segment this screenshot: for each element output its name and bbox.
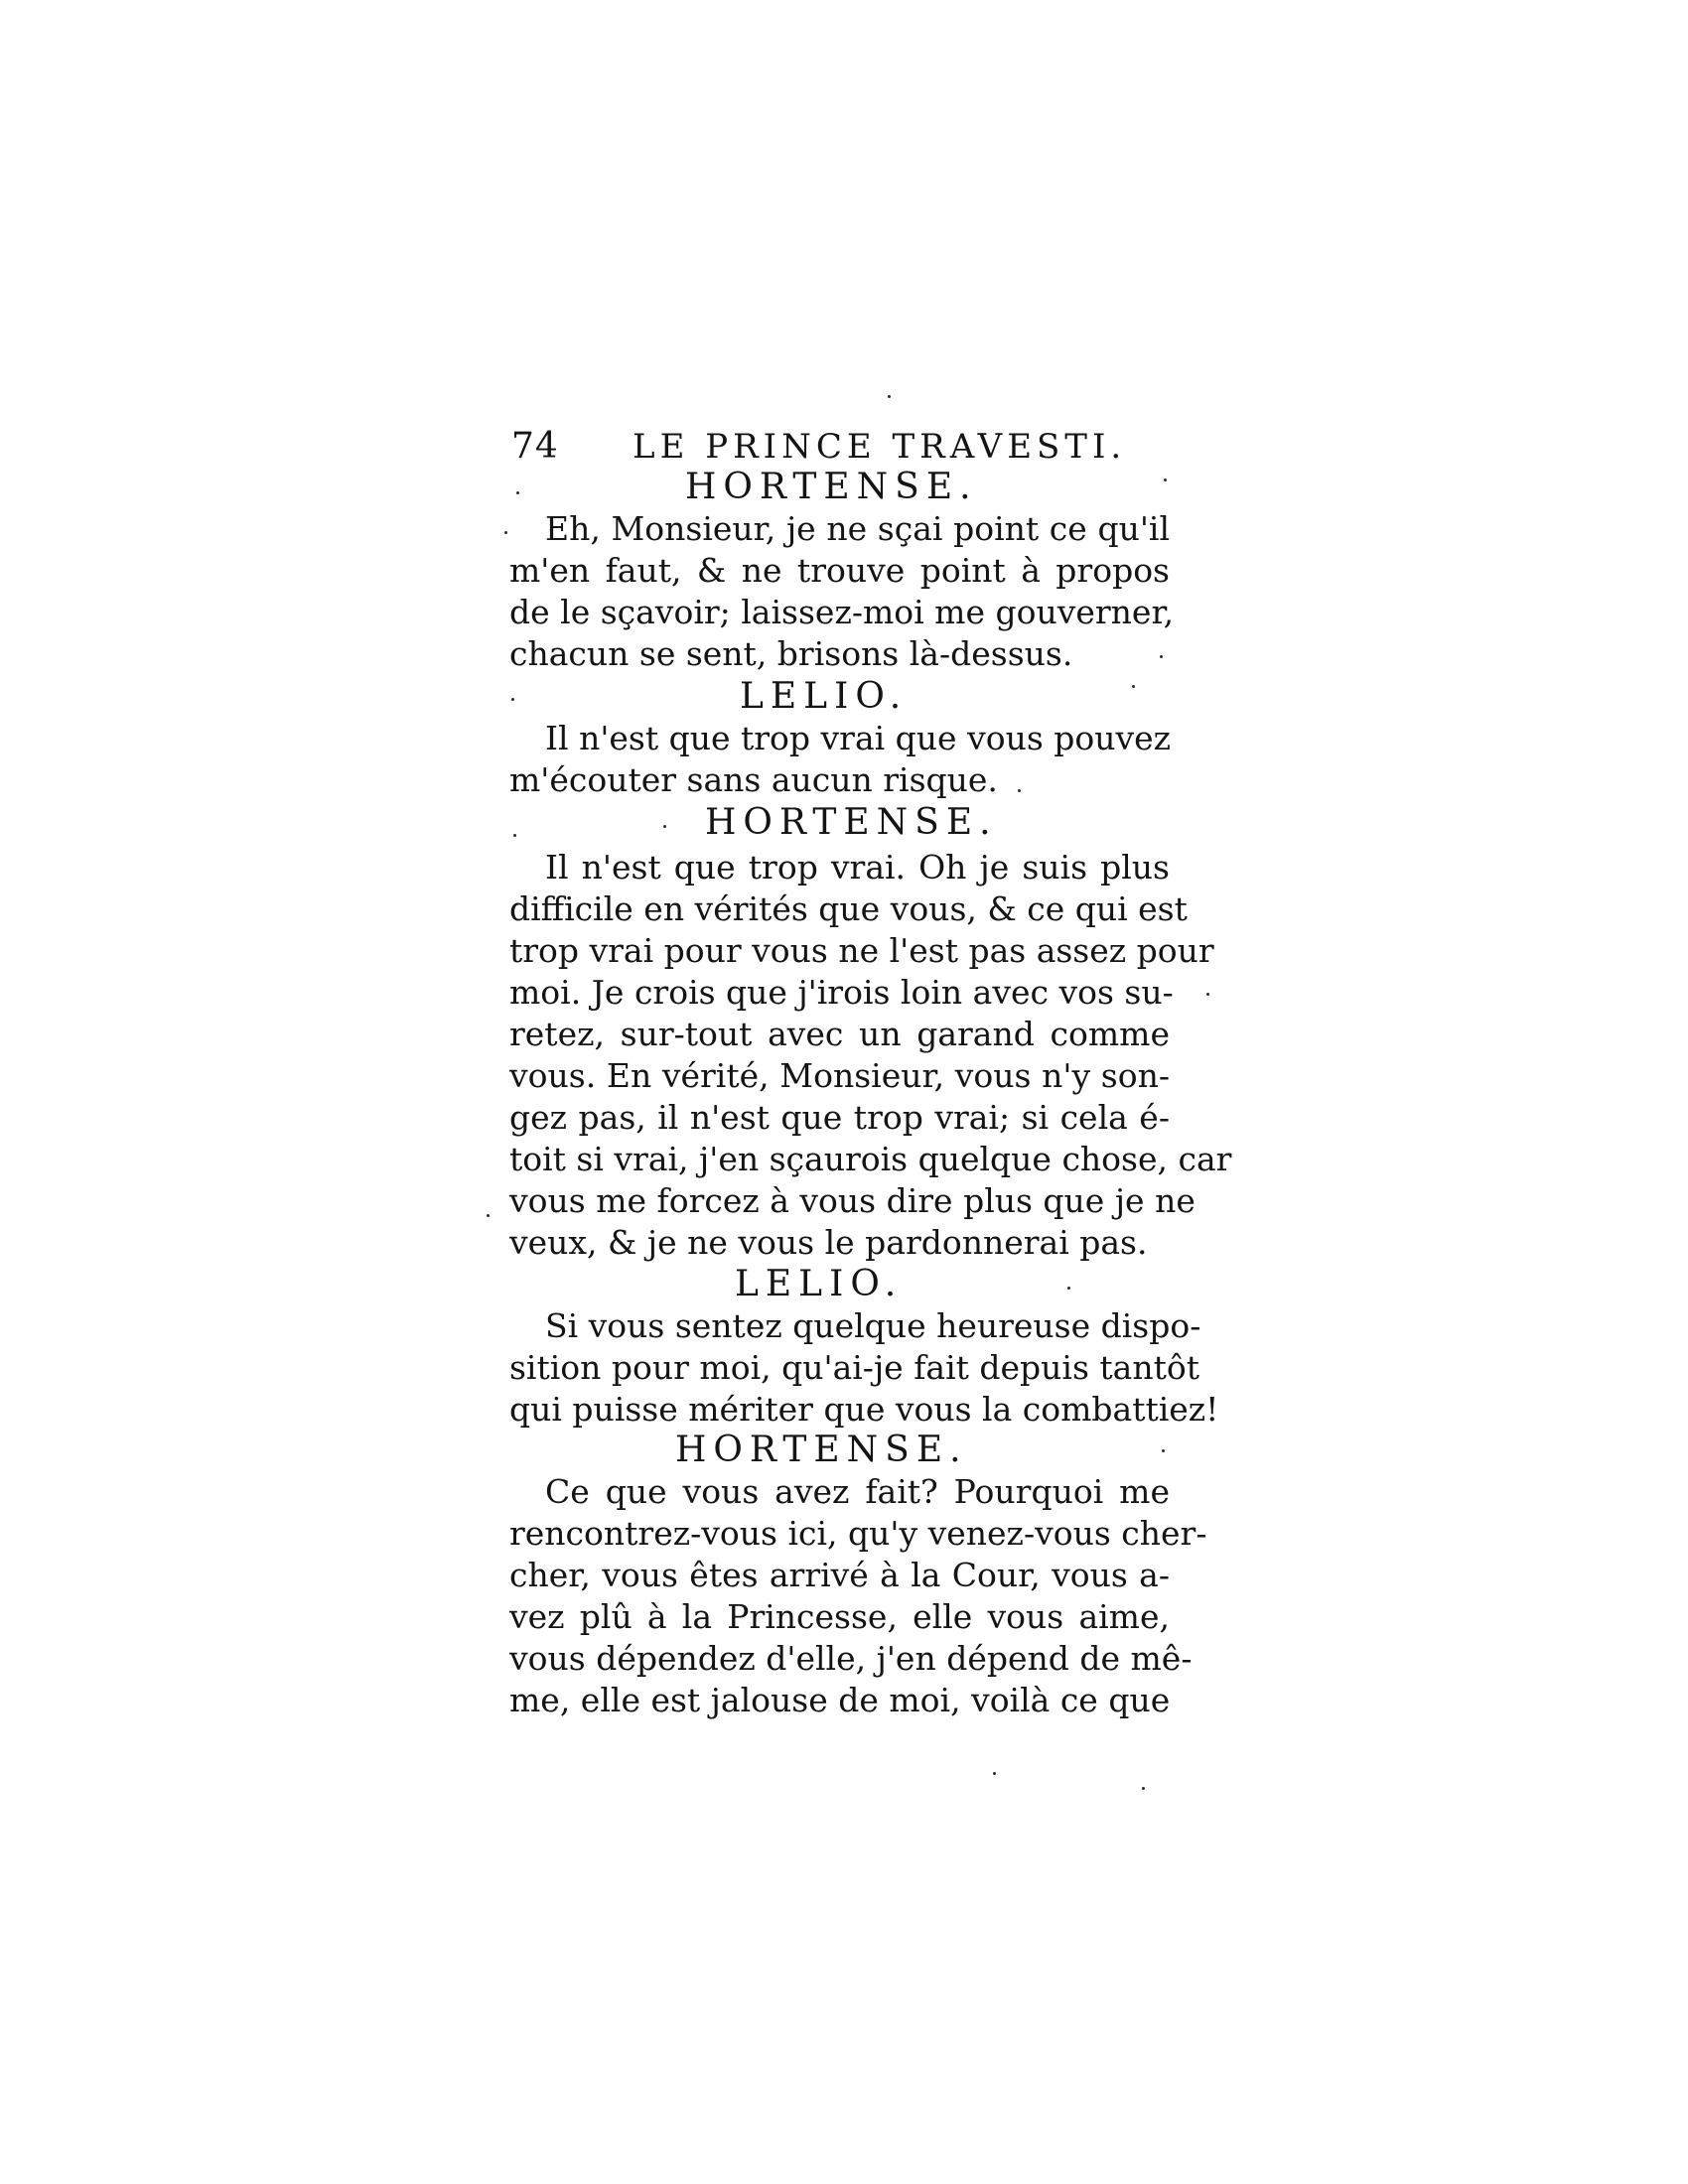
print-speck: [487, 1214, 490, 1217]
print-speck: [1164, 478, 1167, 481]
speaker-heading: HORTENSE.: [705, 802, 998, 843]
speech-block: [509, 1305, 1219, 1431]
speech-line: me, elle est jalouse de moi, voilà ce que: [509, 1681, 1171, 1719]
speech-line: cher, vous êtes arrivé à la Cour, vous a-: [509, 1556, 1170, 1594]
print-speck: [504, 531, 507, 534]
print-speck: [993, 1772, 996, 1775]
speaker-heading: HORTENSE.: [675, 1430, 968, 1470]
speaker-heading: LELIO.: [735, 1264, 904, 1304]
speech-line: Il n'est que trop vrai que vous pouvez: [545, 719, 1172, 757]
speech-line: veux, & je ne vous le pardonnerai pas.: [509, 1223, 1148, 1262]
speaker-heading: LELIO.: [740, 676, 909, 717]
speech-line: m'en faut, & ne trouve point à propos: [509, 551, 1170, 590]
speech-line: sition pour moi, qu'ai-je fait depuis tantôt: [509, 1348, 1199, 1387]
speech-line: vous dépendez d'elle, j'en dépend de mê-: [509, 1639, 1193, 1678]
print-speck: [1162, 1449, 1165, 1452]
speech-block: [509, 508, 1175, 675]
print-speck: [1206, 993, 1209, 996]
speech-line: Eh, Monsieur, je ne sçai point ce qu'il: [545, 509, 1170, 548]
speech-line: Il n'est que trop vrai. Oh je suis plus: [545, 848, 1170, 887]
print-speck: [513, 834, 516, 837]
speech-line: moi. Je crois que j'irois loin avec vos su-: [509, 973, 1174, 1012]
speech-block: [509, 1471, 1207, 1721]
speech-line: Ce que vous avez fait? Pourquoi me: [545, 1472, 1170, 1511]
print-speck: [1018, 789, 1021, 792]
print-speck: [511, 698, 514, 701]
print-speck: [663, 825, 666, 828]
speech-line: vez plû à la Princesse, elle vous aime,: [509, 1597, 1170, 1636]
speech-line: qui puisse mériter que vous la combattiez!: [509, 1390, 1219, 1429]
speech-line: Si vous sentez quelque heureuse dispo-: [545, 1306, 1201, 1345]
speech-line: chacun se sent, brisons là-dessus.: [509, 634, 1073, 673]
speech-line: gez pas, il n'est que trop vrai; si cela é-: [509, 1098, 1170, 1137]
speech-line: toit si vrai, j'en sçaurois quelque chose, car: [509, 1140, 1232, 1178]
speech-line: trop vrai pour vous ne l'est pas assez pour: [509, 931, 1214, 970]
print-speck: [1067, 1287, 1070, 1290]
speech-block: [509, 718, 1170, 801]
speech-line: de le sçavoir; laissez-moi me gouverner,: [509, 593, 1175, 631]
print-speck: [1160, 655, 1163, 658]
print-speck: [516, 491, 519, 494]
speech-line: vous me forcez à vous dire plus que je ne: [509, 1181, 1196, 1220]
speech-line: retez, sur-tout avec un garand comme: [509, 1015, 1170, 1053]
speech-block: [509, 847, 1232, 1264]
speech-line: rencontrez-vous ici, qu'y venez-vous cher-: [509, 1514, 1207, 1553]
speech-line: difficile en vérités que vous, & ce qui est: [509, 889, 1188, 928]
speech-line: m'écouter sans aucun risque.: [509, 760, 998, 799]
print-speck: [1142, 1787, 1145, 1790]
page-number: 74: [511, 426, 559, 467]
running-title: LE PRINCE TRAVESTI.: [633, 427, 1127, 467]
print-speck: [1132, 685, 1135, 688]
speaker-heading: HORTENSE.: [685, 467, 978, 507]
running-head: [511, 423, 1167, 471]
print-speck: [888, 395, 891, 398]
speech-line: vous. En vérité, Monsieur, vous n'y son-: [509, 1056, 1170, 1095]
